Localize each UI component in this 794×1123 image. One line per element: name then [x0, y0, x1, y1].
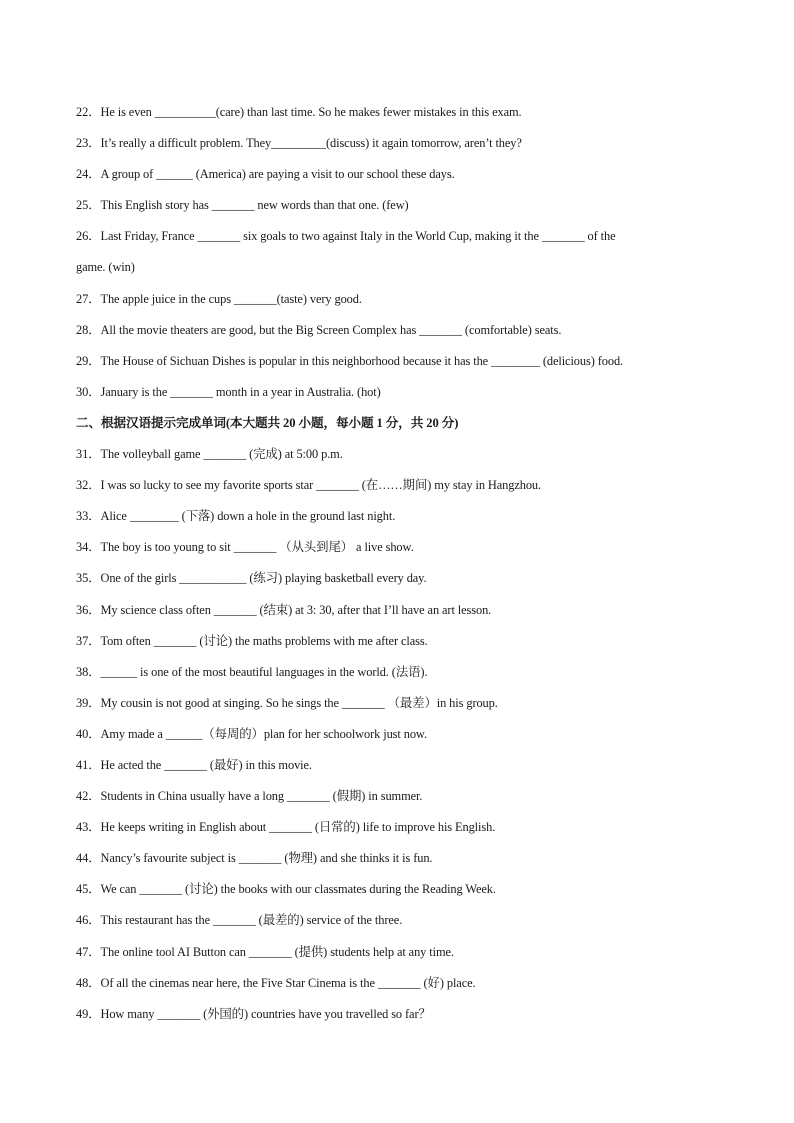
question-number: 25． — [76, 198, 101, 213]
question-text: Last Friday, France _______ six goals to two against Italy in the World Cup, making it the _______ of the — [100, 229, 616, 244]
question-number: 49． — [76, 1006, 101, 1021]
question-text: The apple juice in the cups _______(taste) very good. — [100, 291, 362, 306]
question-list — [76, 102, 716, 1035]
question-line — [76, 195, 716, 226]
question-text: He acted the _______ (最好) in this movie. — [100, 757, 312, 772]
question-line — [76, 973, 716, 1004]
question-number: 45． — [76, 882, 101, 897]
question-text: Alice ________ (下落) down a hole in the ground last night. — [100, 509, 396, 524]
question-line — [76, 475, 716, 506]
question-line — [76, 786, 716, 817]
question-text: The online tool AI Button can _______ (提供) students help at any time. — [100, 944, 454, 959]
question-line — [76, 444, 716, 475]
question-text: January is the _______ month in a year in Australia. (hot) — [100, 384, 381, 399]
question-line — [76, 164, 716, 195]
question-number: 41． — [76, 757, 101, 772]
question-line — [76, 226, 716, 257]
question-number: 43． — [76, 820, 101, 835]
question-line — [76, 382, 716, 413]
section-heading-text: 二、根据汉语提示完成单词(本大题共 20 小题，每小题 1 分，共 20 分) — [76, 415, 459, 430]
question-text: He is even __________(care) than last time. So he makes fewer mistakes in this exam. — [100, 105, 522, 119]
question-line — [76, 289, 716, 320]
question-line — [76, 320, 716, 351]
question-text: My cousin is not good at singing. So he sings the _______ （最差）in his group. — [100, 695, 498, 710]
question-line — [76, 693, 716, 724]
question-line — [76, 102, 716, 133]
question-number: 38． — [76, 664, 101, 679]
question-text: Nancy’s favourite subject is _______ (物理) and she thinks it is fun. — [100, 851, 433, 866]
question-line — [76, 537, 716, 568]
question-number: 40． — [76, 726, 101, 741]
question-text: Amy made a ______（每周的）plan for her schoolwork just now. — [100, 726, 427, 741]
question-text: It’s really a difficult problem. They_________(discuss) it again tomorrow, aren’t they? — [100, 136, 522, 151]
question-number: 39． — [76, 695, 101, 710]
question-text: Tom often _______ (讨论) the maths problems with me after class. — [100, 633, 428, 648]
question-number: 34． — [76, 540, 101, 555]
question-number: 22． — [76, 105, 101, 119]
question-text: A group of ______ (America) are paying a visit to our school these days. — [100, 167, 455, 182]
question-line — [76, 600, 716, 631]
question-number: 47． — [76, 944, 101, 959]
question-continuation — [76, 257, 716, 288]
question-number: 31． — [76, 447, 101, 462]
question-text: This restaurant has the _______ (最差的) service of the three. — [100, 913, 403, 928]
question-number: 33． — [76, 509, 101, 524]
question-number: 28． — [76, 322, 101, 337]
question-line — [76, 133, 716, 164]
question-number: 26． — [76, 229, 101, 244]
question-number: 46． — [76, 913, 101, 928]
question-text: How many _______ (外国的) countries have you travelled so far？ — [100, 1006, 431, 1021]
question-number: 24． — [76, 167, 101, 182]
question-number: 35． — [76, 571, 101, 586]
question-line — [76, 942, 716, 973]
question-text: Of all the cinemas near here, the Five Star Cinema is the _______ (好) place. — [100, 975, 476, 990]
question-text: The House of Sichuan Dishes is popular in this neighborhood because it has the ________ (delicious) food. — [100, 353, 624, 368]
question-text: Students in China usually have a long _______ (假期) in summer. — [100, 789, 423, 804]
question-line — [76, 848, 716, 879]
question-number: 27． — [76, 291, 101, 306]
question-line — [76, 724, 716, 755]
question-number: 44． — [76, 851, 101, 866]
question-line — [76, 910, 716, 941]
question-number: 37． — [76, 633, 101, 648]
question-line — [76, 879, 716, 910]
question-text: The volleyball game _______ (完成) at 5:00 p.m. — [100, 447, 343, 462]
question-text: game. (win) — [76, 260, 135, 275]
question-line — [76, 662, 716, 693]
question-text: All the movie theaters are good, but the Big Screen Complex has _______ (comfortable) seats. — [100, 322, 562, 337]
question-line — [76, 568, 716, 599]
question-text: The boy is too young to sit _______ （从头到尾） a live show. — [100, 540, 414, 555]
question-line — [76, 506, 716, 537]
question-number: 42． — [76, 789, 101, 804]
question-text: I was so lucky to see my favorite sports star _______ (在……期间) my stay in Hangzhou. — [100, 478, 542, 493]
question-line — [76, 817, 716, 848]
question-line — [76, 631, 716, 662]
question-number: 48． — [76, 975, 101, 990]
question-number: 29． — [76, 353, 101, 368]
question-number: 23． — [76, 136, 101, 151]
question-number: 30． — [76, 384, 101, 399]
question-text: My science class often _______ (结束) at 3: 30, after that I’ll have an art lesson. — [100, 602, 492, 617]
question-text: He keeps writing in English about _______ (日常的) life to improve his English. — [100, 820, 496, 835]
question-line — [76, 755, 716, 786]
question-text: We can _______ (讨论) the books with our classmates during the Reading Week. — [100, 882, 496, 897]
question-line — [76, 1004, 716, 1035]
question-text: ______ is one of the most beautiful languages in the world. (法语). — [100, 664, 428, 679]
question-number: 32． — [76, 478, 101, 493]
section-heading — [76, 413, 716, 444]
question-text: This English story has _______ new words than that one. (few) — [100, 198, 409, 213]
question-text: One of the girls ___________ (练习) playing basketball every day. — [100, 571, 427, 586]
question-number: 36． — [76, 602, 101, 617]
question-line — [76, 351, 716, 382]
